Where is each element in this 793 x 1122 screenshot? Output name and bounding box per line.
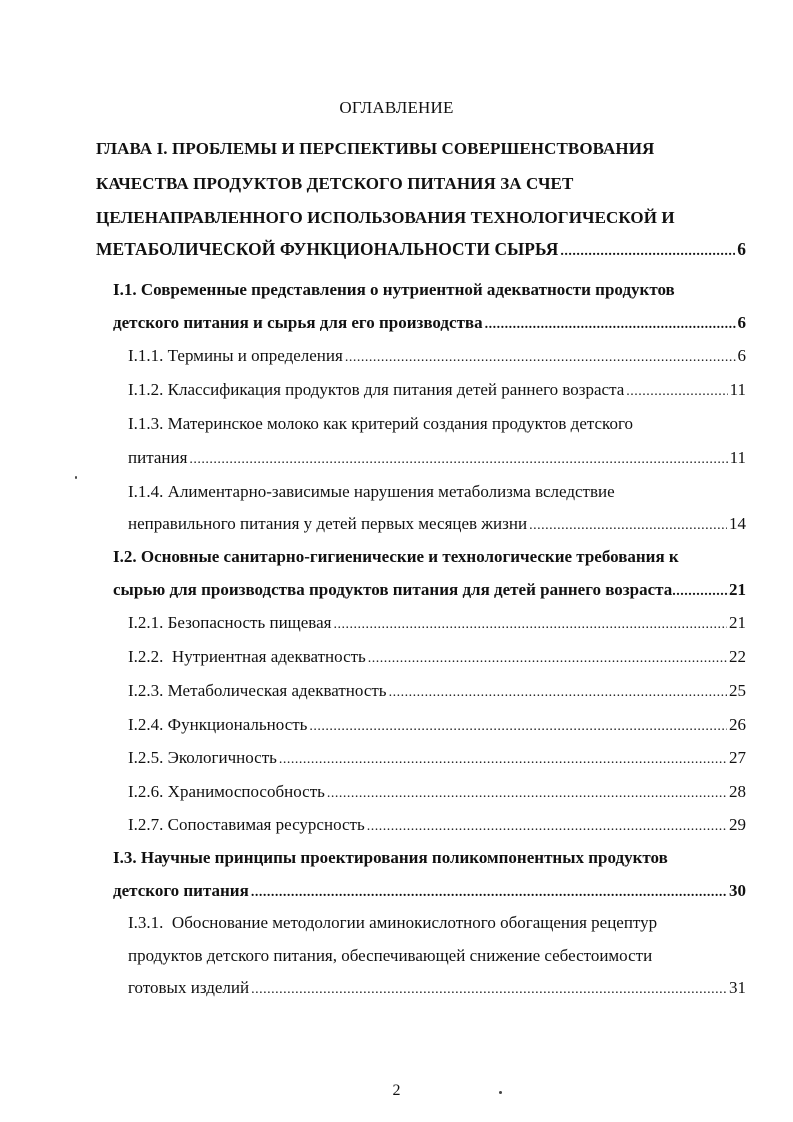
toc-entry-1-1-1[interactable]: I.1.1. Термины и определения ..... 6 — [128, 344, 746, 368]
toc-entry-1-3-1-line-2: продуктов детского питания, обеспечивающей снижение себестоимости — [128, 946, 653, 965]
toc-entry-1-1-3-line-1: I.1.3. Материнское молоко как критерий создания продуктов детского — [128, 414, 634, 433]
page-ref: 30 — [729, 881, 746, 900]
section-2-line-2[interactable]: сырью для производства продуктов питания для детей раннего возраста ..... 21 — [113, 578, 746, 602]
toc-title: ОГЛАВЛЕНИЕ — [339, 98, 454, 117]
toc-entry-1-2-2[interactable]: I.2.2. Нутриентная адекватность ..... 22 — [128, 645, 746, 669]
toc-entry-1-2-3[interactable]: I.2.3. Метаболическая адекватность ..... 25 — [128, 679, 746, 703]
toc-entry-1-2-1[interactable]: I.2.1. Безопасность пищевая ..... 21 — [128, 611, 746, 635]
section-1-line-1: I.1. Современные представления о нутриентной адекватности продуктов — [113, 280, 675, 299]
section-1-line-2[interactable]: детского питания и сырья для его производства ..... 6 — [113, 311, 746, 335]
toc-entry-1-1-2[interactable]: I.1.2. Классификация продуктов для питания детей раннего возраста ..... 11 — [128, 378, 746, 402]
toc-entry-1-2-5[interactable]: I.2.5. Экологичность ..... 27 — [128, 746, 746, 770]
chapter-line-2: КАЧЕСТВА ПРОДУКТОВ ДЕТСКОГО ПИТАНИЯ ЗА СЧЕТ — [96, 174, 574, 193]
page-ref: 6 — [737, 313, 746, 332]
chapter-line-1: ГЛАВА I. ПРОБЛЕМЫ И ПЕРСПЕКТИВЫ СОВЕРШЕНСТВОВАНИЯ — [96, 139, 655, 158]
page-number: 2 — [392, 1082, 401, 1099]
toc-entry-1-1-4-line-1: I.1.4. Алиментарно-зависимые нарушения метаболизма вследствие — [128, 482, 615, 501]
toc-entry-1-3-1[interactable]: готовых изделий ..... 31 — [128, 976, 746, 1000]
chapter-line-4[interactable]: МЕТАБОЛИЧЕСКОЙ ФУНКЦИОНАЛЬНОСТИ СЫРЬЯ ..... 6 — [96, 237, 746, 261]
toc-entry-1-1-3[interactable]: питания ..... 11 — [128, 446, 746, 470]
section-3-line-1: I.3. Научные принципы проектирования поликомпонентных продуктов — [113, 848, 668, 867]
toc-entry-1-3-1-line-1: I.3.1. Обоснование методологии аминокислотного обогащения рецептур — [128, 913, 658, 932]
scan-speck — [75, 476, 77, 479]
section-3-line-2[interactable]: детского питания ..... 30 — [113, 879, 746, 903]
page-ref: 6 — [737, 239, 746, 259]
toc-entry-1-1-4[interactable]: неправильного питания у детей первых месяцев жизни ..... 14 — [128, 512, 746, 536]
page-ref: 21 — [729, 580, 746, 599]
chapter-line-3: ЦЕЛЕНАПРАВЛЕННОГО ИСПОЛЬЗОВАНИЯ ТЕХНОЛОГИЧЕСКОЙ И — [96, 208, 675, 227]
section-2-line-1: I.2. Основные санитарно-гигиенические и технологические требования к — [113, 547, 679, 566]
toc-entry-1-2-7[interactable]: I.2.7. Сопоставимая ресурсность ..... 29 — [128, 813, 746, 837]
toc-entry-1-2-4[interactable]: I.2.4. Функциональность ..... 26 — [128, 713, 746, 737]
toc-entry-1-2-6[interactable]: I.2.6. Хранимоспособность ..... 28 — [128, 780, 746, 804]
